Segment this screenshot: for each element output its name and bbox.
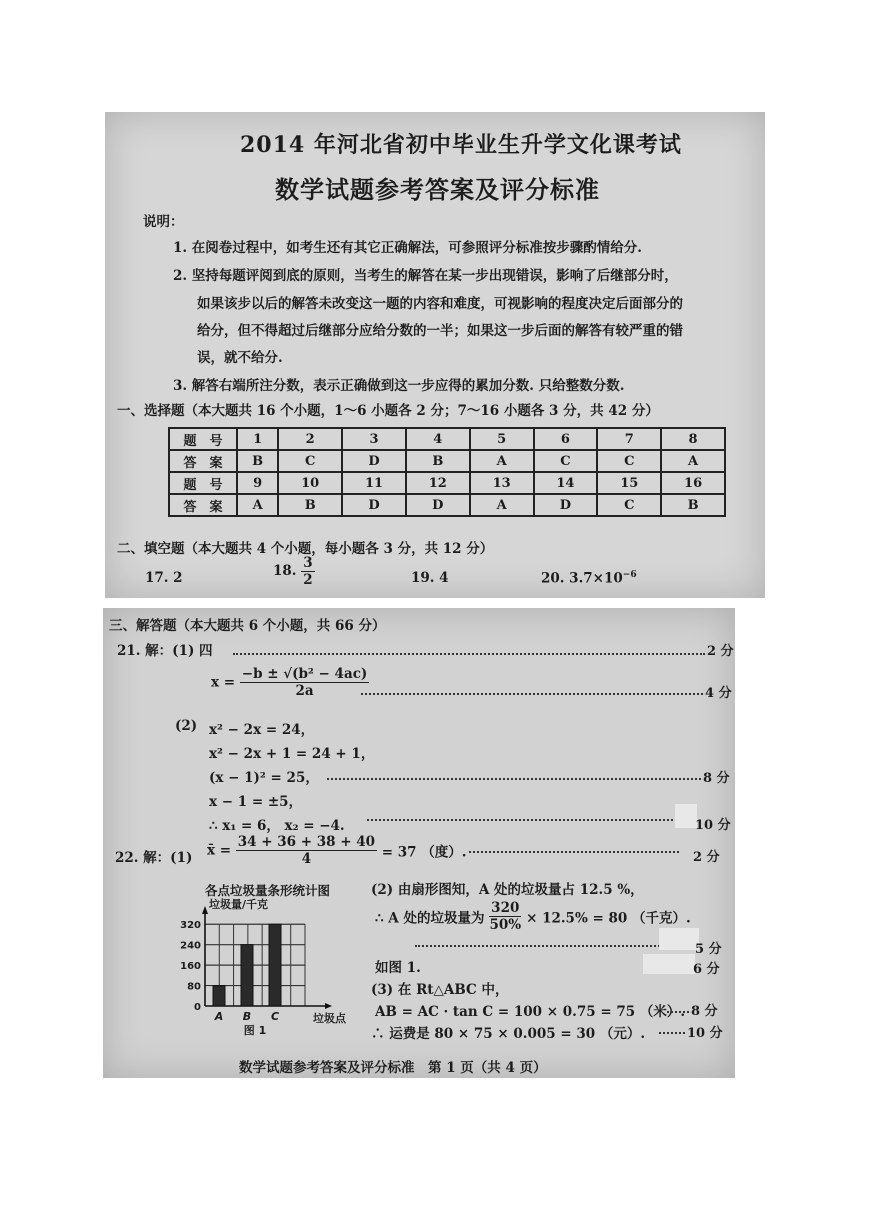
dotted-leader [367,819,677,821]
q22-score-1: 2 分 [693,850,720,865]
q22-score-5: 10 分 [687,1026,723,1041]
section-3-heading: 三、解答题（本大题共 6 个小题，共 66 分） [109,618,386,634]
fraction-denominator: 2 [303,572,313,588]
category-label-C: C [270,1010,280,1023]
garbage-amount-bar-chart [175,896,365,1036]
fraction-denominator: 2a [295,683,314,699]
answer-20-exponent: −6 [622,570,637,580]
table-cell: 14 [534,472,598,494]
answer-20 [541,570,637,587]
answer-key-title: 数学试题参考答案及评分标准 [275,175,600,204]
table-cell: 4 [406,428,470,450]
table-cell: 2 [278,428,342,450]
category-label-B: B [242,1010,252,1023]
table-cell: 3 [342,428,406,450]
table-row [169,472,725,494]
bar-A [213,986,225,1006]
fraction-denominator: 50% [489,917,522,933]
q21-step-3: (x − 1)² = 25， [209,770,319,786]
row-label: 答 案 [169,494,237,516]
dotted-leader [469,851,679,853]
table-cell: 16 [661,472,725,494]
y-tick-label: 240 [180,940,201,952]
q22-part2-suffix: × 12.5% = 80 （千克）. [526,910,691,927]
q22-score-3: 6 分 [693,962,720,977]
erased-patch [675,804,697,828]
table-cell: 15 [597,472,661,494]
page-footer: 数学试题参考答案及评分标准 第 1 页（共 4 页） [239,1060,547,1076]
answer-18-label: 18. [273,563,297,579]
note-2-line-4: 误，就不给分. [197,350,283,366]
q22-part2-line2 [375,900,691,933]
table-row [169,494,725,516]
y-axis-label: 垃圾量/千克 [209,898,269,911]
table-cell: 6 [534,428,598,450]
q21-part1: 21. 解：(1) 四 [117,643,213,659]
q22-part3-line1: (3) 在 Rt△ABC 中， [371,982,509,998]
row-label: 题 号 [169,472,237,494]
table-cell: A [470,494,534,516]
dotted-leader [659,1032,685,1034]
note-2-line-3: 给分，但不得超过后继部分应给分数的一半；如果这一步后面的解答有较严重的错 [197,323,683,339]
quadratic-formula [211,666,369,699]
table-cell: A [661,450,725,472]
answer-20-base: 20. 3.7×10 [541,570,623,587]
note-3: 3. 解答右端所注分数，表示正确做到这一步应得的累加分数. 只给整数分数. [173,378,625,394]
q21-step-2: x² − 2x + 1 = 24 + 1， [209,746,375,762]
y-tick-label: 160 [180,961,201,973]
table-cell: B [278,494,342,516]
q22-score-2: 5 分 [695,942,722,957]
mean-fraction [236,834,377,867]
y-tick-label: 80 [187,981,201,993]
x-axis-arrow [325,1003,332,1009]
table-cell: C [597,494,661,516]
q21-step-5: ∴ x₁ = 6， x₂ = −4. [209,818,345,834]
q22-score-4: 8 分 [691,1004,718,1019]
q22-part3-line3: ∴ 运费是 80 × 75 × 0.005 = 30 （元）. [371,1026,646,1042]
answer-sheet-page-top [105,112,765,598]
note-1: 1. 在阅卷过程中，如考生还有其它正确解法，可参照评分标准按步骤酌情给分. [173,240,642,256]
section-1-heading: 一、选择题（本大题共 16 个小题，1～6 小题各 2 分；7～16 小题各 3 分，共 42 分） [117,403,659,419]
table-row [169,450,725,472]
figure-caption: 图 1 [243,1024,267,1036]
q21-score-2: 4 分 [705,686,732,701]
y-tick-label: 0 [194,1002,201,1013]
q21-score-1: 2 分 [707,644,734,659]
bar-C [269,924,281,1006]
table-cell: B [237,450,278,472]
y-axis-arrow [202,906,208,914]
q22-part1-label: 22. 解：(1) [115,850,193,866]
answer-17: 17. 2 [145,570,183,586]
table-cell: D [406,494,470,516]
table-cell: D [534,494,598,516]
fraction-denominator: 4 [301,851,312,867]
mean-formula [207,834,466,867]
q22-figure-ref: 如图 1. [375,960,421,976]
row-label: 题 号 [169,428,237,450]
table-cell: C [278,450,342,472]
answer-19: 19. 4 [411,570,449,586]
q21-score-3: 8 分 [703,771,730,786]
dotted-leader [233,653,705,655]
q22-part2-prefix: ∴ A 处的垃圾量为 [375,910,485,927]
table-cell: 12 [406,472,470,494]
table-cell: 8 [661,428,725,450]
table-cell: 9 [237,472,278,494]
table-cell: 5 [470,428,534,450]
table-cell: A [237,494,278,516]
mean-rhs: = 37 （度）. [381,844,467,861]
table-cell: D [342,494,406,516]
table-cell: A [470,450,534,472]
exam-title: 2014 年河北省初中毕业生升学文化课考试 [240,132,682,158]
table-cell: B [661,494,725,516]
table-row [169,428,725,450]
q21-part2-label: (2) [175,718,198,734]
dotted-leader [327,778,701,780]
dotted-leader [667,1011,689,1013]
formula-fraction [240,666,370,699]
table-cell: 13 [470,472,534,494]
notes-label: 说明： [143,214,184,230]
erased-patch [643,954,695,974]
q21-step-4: x − 1 = ±5， [209,794,303,810]
q21-step-1: x² − 2x = 24， [209,722,315,738]
table-cell: 10 [278,472,342,494]
dotted-leader [415,945,699,947]
formula-lhs: x = [211,674,236,691]
table-cell: C [597,450,661,472]
table-cell: 7 [597,428,661,450]
erased-patch [659,928,699,950]
answer-18 [273,555,315,588]
table-cell: B [406,450,470,472]
fraction-numerator: 34 + 36 + 38 + 40 [237,834,376,850]
table-cell: 11 [342,472,406,494]
dotted-leader [361,693,703,695]
y-tick-label: 320 [180,920,201,932]
multiple-choice-answer-table [168,427,726,517]
chart-title: 各点垃圾量条形统计图 [205,883,331,898]
q22-part2-fraction [489,900,521,933]
q22-part2-line1: (2) 由扇形图知，A 处的垃圾量占 12.5 %， [371,882,644,898]
mean-lhs: x̄ = [207,842,232,859]
q21-score-4: 10 分 [695,818,731,833]
table-cell: D [342,450,406,472]
fraction-numerator: −b ± √(b² − 4ac) [241,666,368,682]
row-label: 答 案 [169,450,237,472]
note-2-line-2: 如果该步以后的解答未改变这一题的内容和难度，可视影响的程度决定后面部分的 [197,296,683,312]
table-cell: 1 [237,428,278,450]
x-axis-label: 垃圾点 [313,1012,346,1025]
bar-B [241,945,253,1006]
fraction-numerator: 3 [303,555,313,571]
answer-sheet-page-bottom [103,608,735,1078]
note-2-line-1: 2. 坚持每题评阅到底的原则，当考生的解答在某一步出现错误，影响了后继部分时， [173,268,678,284]
q22-part3-line2: AB = AC · tan C = 100 × 0.75 = 75 （米）. [375,1004,686,1020]
category-label-A: A [214,1010,224,1023]
fraction-numerator: 320 [491,900,520,916]
table-cell: C [534,450,598,472]
section-2-heading: 二、填空题（本大题共 4 个小题，每小题各 3 分，共 12 分） [117,541,494,557]
answer-18-fraction [301,555,314,588]
